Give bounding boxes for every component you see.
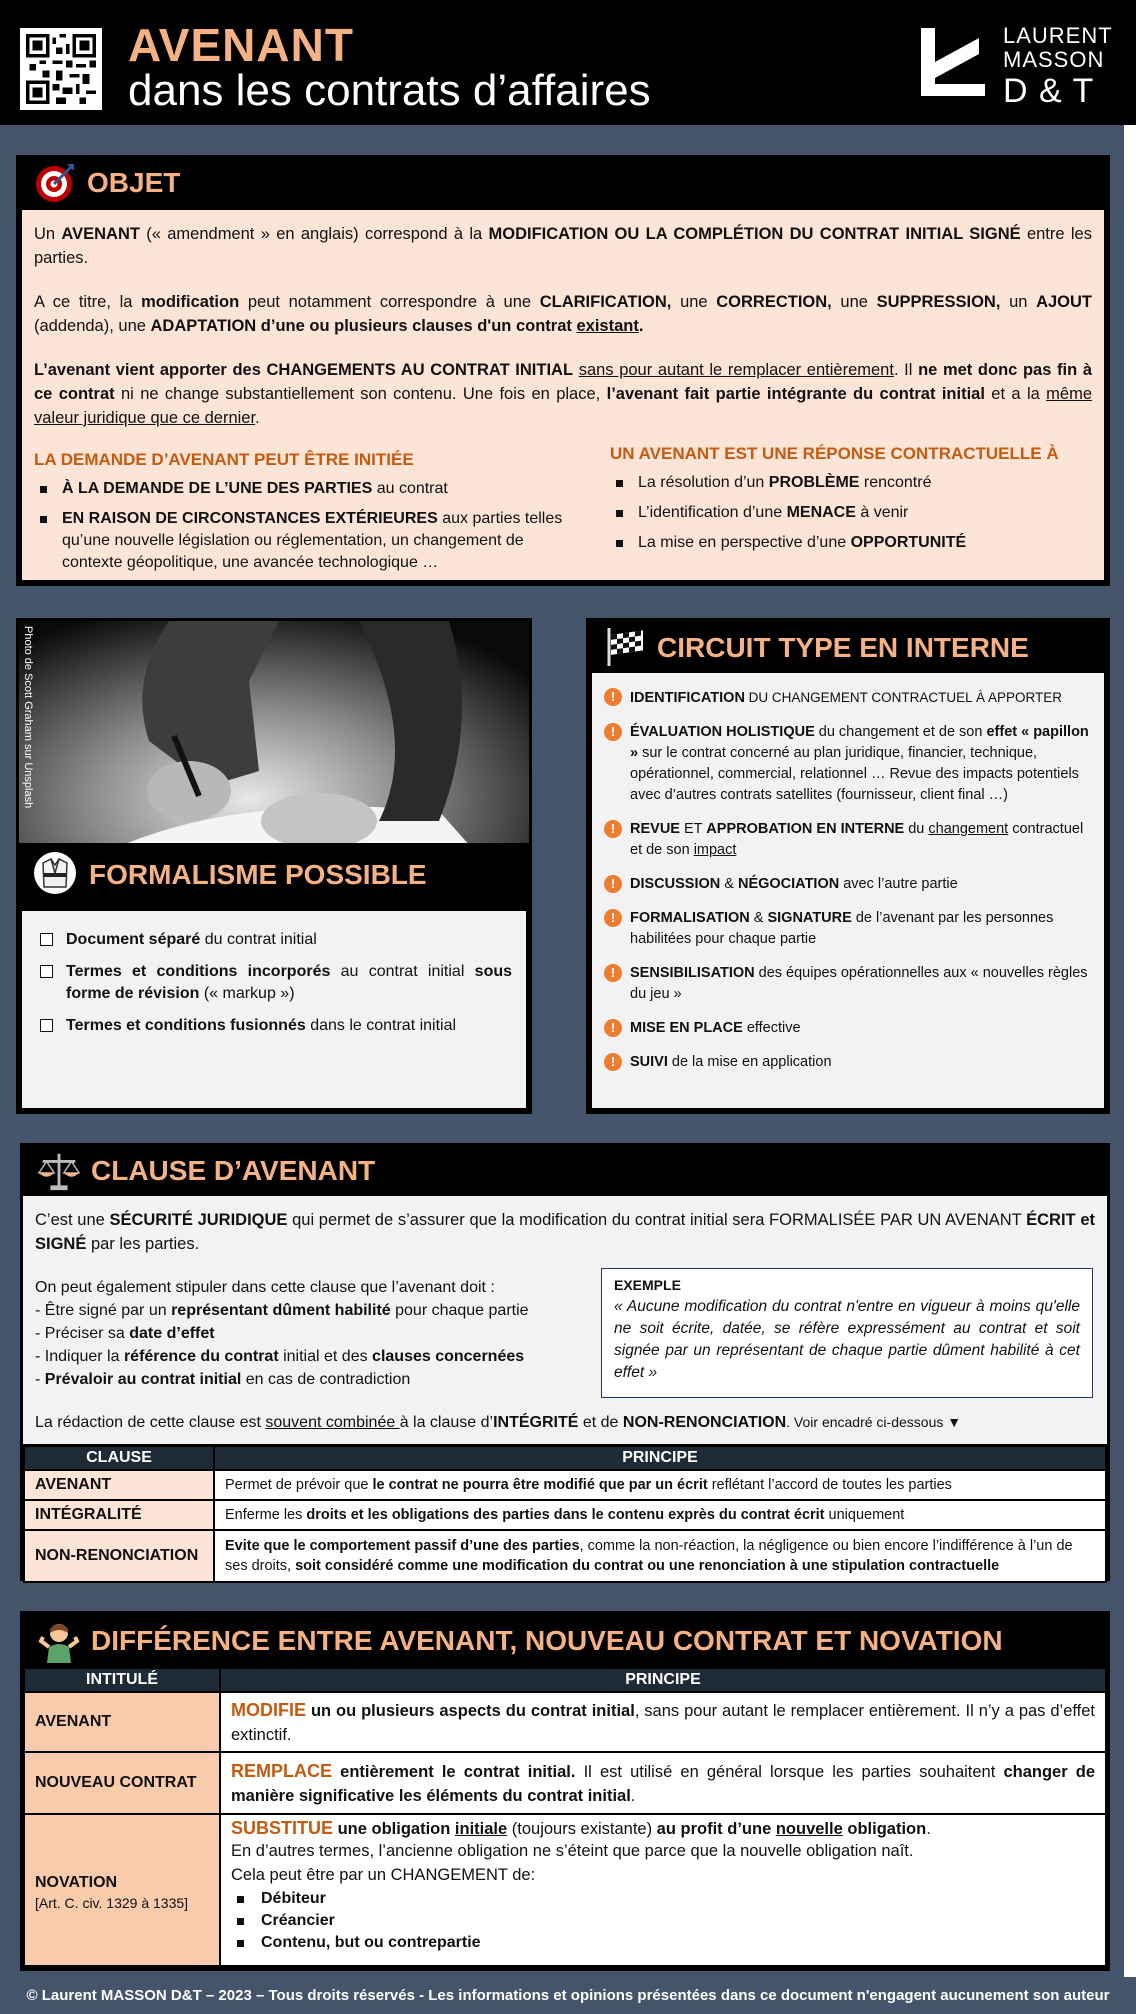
- novation-line-3: Cela peut être par un CHANGEMENT de:: [231, 1866, 536, 1884]
- list-item: Termes et conditions fusionnés dans le contrat initial: [36, 1015, 512, 1037]
- logo-line-1: LAURENT: [1003, 23, 1113, 48]
- warning-icon: !: [604, 1053, 622, 1071]
- circuit-step: ! FORMALISATION & SIGNATURE de l’avenant par les personnes habilitées pour chaque partie: [604, 908, 1092, 950]
- list-item: À LA DEMANDE DE L’UNE DES PARTIES au contrat: [34, 478, 574, 500]
- list-item: La mise en perspective d’une OPPORTUNITÉ: [610, 532, 1090, 554]
- list-item: Document séparé du contrat initial: [36, 929, 512, 951]
- formalisme-title: FORMALISME POSSIBLE: [89, 859, 427, 890]
- qr-code[interactable]: [20, 28, 102, 110]
- list-item: Termes et conditions incorporés au contrat initial sous forme de révision (« markup »): [36, 961, 512, 1005]
- requirements-intro: On peut également stipuler dans cette clause que l’avenant doit :: [35, 1279, 495, 1296]
- circuit-step: ! IDENTIFICATION DU CHANGEMENT CONTRACTUEL À APPORTER: [604, 687, 1092, 709]
- list-item: - Être signé par un représentant dûment habilité pour chaque partie: [35, 1302, 529, 1319]
- clause-title: CLAUSE D’AVENANT: [91, 1155, 376, 1186]
- header: [0, 0, 1136, 125]
- clause-requirements: [35, 1276, 575, 1391]
- circuit-section: [586, 618, 1110, 1114]
- table-row: NOUVEAU CONTRAT REMPLACE entièrement le contrat initial. Il est utilisé en général lorsque les parties souhaitent changer de manière significative les éléments du contrat initial.: [24, 1752, 1106, 1814]
- shrugging-person-icon: [37, 1619, 81, 1663]
- example-title: EXEMPLE: [614, 1277, 681, 1293]
- circuit-header: [589, 621, 1107, 675]
- warning-icon: !: [604, 875, 622, 893]
- photo-credit: Photo de Scott Graham sur Unsplash: [22, 626, 34, 809]
- judo-gi-icon: [33, 851, 77, 900]
- list-item: La résolution d’un PROBLÈME rencontré: [610, 472, 1090, 494]
- novation-reference: [Art. C. civ. 1329 à 1335]: [35, 1895, 189, 1911]
- example-box: [601, 1268, 1093, 1398]
- formalisme-panel: [22, 911, 526, 1108]
- clause-panel: [23, 1196, 1107, 1444]
- table-row: AVENANT MODIFIE un ou plusieurs aspects du contrat initial, sans pour autant le remplacer entièrement. Il n’y a pas d’effet extinctif.: [24, 1692, 1106, 1752]
- difference-header: [23, 1614, 1107, 1668]
- logo-line-3: D & T: [1003, 72, 1095, 110]
- list-item: Débiteur: [231, 1888, 1095, 1910]
- clause-table: [23, 1445, 1107, 1583]
- objet-paragraph-3: L’avenant vient apporter des CHANGEMENTS AU CONTRAT INITIAL sans pour autant le remplacer entièrement. Il ne met donc pas fin à ce contrat ni ne change substantiellement son contenu. Une fois en place, l’avenant fait partie intégrante du contrat initial et a la même valeur juridique que ce dernier.: [34, 361, 1092, 427]
- table-row: AVENANT Permet de prévoir que le contrat ne pourra être modifié que par un écrit reflétant l’accord de toutes les parties: [24, 1470, 1106, 1500]
- circuit-step: ! REVUE ET APPROBATION EN INTERNE du changement contractuel et de son impact: [604, 819, 1092, 861]
- warning-icon: !: [604, 723, 622, 741]
- objet-header: [19, 158, 1107, 208]
- objet-title: OBJET: [87, 167, 181, 198]
- list-item: L’identification d’une MENACE à venir: [610, 502, 1090, 524]
- list-item: EN RAISON DE CIRCONSTANCES EXTÉRIEURES aux parties telles qu’une nouvelle législation ou réglementation, un changement de contexte géopolitique, une avancée technologique …: [34, 508, 574, 574]
- list-item: - Prévaloir au contrat initial en cas de contradiction: [35, 1371, 411, 1388]
- circuit-step: ! SENSIBILISATION des équipes opérationnelles aux « nouvelles règles du jeu »: [604, 963, 1092, 1005]
- logo-line-2: MASSON: [1003, 47, 1105, 72]
- formalisme-header: [19, 843, 529, 907]
- scales-icon: [37, 1149, 81, 1193]
- warning-icon: !: [604, 909, 622, 927]
- column-header: PRINCIPE: [214, 1446, 1106, 1470]
- logo-mark-icon: [917, 26, 989, 98]
- objet-paragraph-2: A ce titre, la modification peut notamment correspondre à une CLARIFICATION, une CORRECTION, une SUPPRESSION, un AJOUT (addenda), une ADAPTATION d’une ou plusieurs clauses d'un contrat existant.: [34, 293, 1093, 335]
- circuit-title: CIRCUIT TYPE EN INTERNE: [657, 632, 1029, 663]
- warning-icon: !: [604, 820, 622, 838]
- target-icon: [33, 161, 77, 205]
- page-subtitle: dans les contrats d’affaires: [128, 66, 651, 115]
- clause-header: [23, 1146, 1107, 1196]
- list-item: Contenu, but ou contrepartie: [231, 1932, 1095, 1954]
- column-header: CLAUSE: [24, 1446, 214, 1470]
- page-title: AVENANT: [128, 19, 354, 71]
- clause-intro: C’est une SÉCURITÉ JURIDIQUE qui permet de s’assurer que la modification du contrat initial sera FORMALISÉE PAR UN AVENANT ÉCRIT et SIGNÉ par les parties.: [35, 1211, 1095, 1253]
- objet-paragraph-1: Un AVENANT (« amendment » en anglais) correspond à la MODIFICATION OU LA COMPLÉTION DU CONTRAT INITIAL SIGNÉ entre les parties.: [34, 225, 1092, 267]
- circuit-step: ! ÉVALUATION HOLISTIQUE du changement et de son effet « papillon » sur le contrat concerné au plan juridique, financier, technique, opérationnel, commercial, relationnel … Revue des impacts potentiels avec d’autres contrats satellites (fournisseur, client final …): [604, 722, 1092, 806]
- example-text: « Aucune modification du contrat n'entre en vigueur à moins qu'elle ne soit écrite, datée, se réfère expressément au contrat et soit signée par un représentant de chaque partie dûment habilité à cet effet »: [614, 1298, 1080, 1381]
- clause-note: La rédaction de cette clause est souvent combinée à la clause d’INTÉGRITÉ et de NON-RENONCIATION. Voir encadré ci-dessous ▼: [35, 1414, 962, 1431]
- novation-label: NOVATION: [35, 1874, 118, 1891]
- response-title: UN AVENANT EST UNE RÉPONSE CONTRACTUELLE À: [610, 444, 1059, 463]
- circuit-step: ! DISCUSSION & NÉGOCIATION avec l’autre partie: [604, 874, 1092, 895]
- warning-icon: !: [604, 688, 622, 706]
- table-row: NOVATION [Art. C. civ. 1329 à 1335] SUBSTITUE une obligation initiale (toujours existante) au profit d’une nouvelle obligation. En d’autres termes, l’ancienne obligation ne s’éteint que parce que la nouvelle obligation naît. Cela peut être par un CHANGEMENT de: Débiteur Créancier Contenu, but ou contrepartie: [24, 1814, 1106, 1966]
- formalisme-section: [16, 618, 532, 1114]
- brand-logo: [915, 24, 1125, 114]
- initiation-column: [34, 450, 574, 582]
- difference-table: [23, 1667, 1107, 1967]
- column-header: PRINCIPE: [220, 1668, 1106, 1692]
- right-edge-strip: [1124, 125, 1136, 1977]
- novation-line-2: En d’autres termes, l’ancienne obligation ne s’éteint que parce que la nouvelle obligation naît.: [231, 1842, 914, 1860]
- initiation-title: LA DEMANDE D’AVENANT PEUT ÊTRE INITIÉE: [34, 450, 414, 469]
- clause-section: [20, 1143, 1110, 1581]
- table-row: NON-RENONCIATION Evite que le comportement passif d’une des parties, comme la non-réaction, la négligence ou bien encore l’indifférence à l’un de ses droits, soit considéré comme une modification du contrat ou une renonciation à une stipulation contractuelle: [24, 1530, 1106, 1582]
- circuit-step: ! SUIVI de la mise en application: [604, 1052, 1092, 1073]
- list-item: - Préciser sa date d’effet: [35, 1325, 215, 1342]
- list-item: Créancier: [231, 1910, 1095, 1932]
- circuit-panel: [592, 673, 1104, 1108]
- column-header: INTITULÉ: [24, 1668, 220, 1692]
- warning-icon: !: [604, 964, 622, 982]
- difference-section: [20, 1611, 1110, 1971]
- objet-section: [16, 155, 1110, 586]
- table-row: INTÉGRALITÉ Enferme les droits et les obligations des parties dans le contenu exprès du contrat écrit uniquement: [24, 1500, 1106, 1530]
- footer: © Laurent MASSON D&T – 2023 – Tous droits réservés - Les informations et opinions présentées dans ce document n'engagent aucunement son auteur: [26, 1987, 1110, 2004]
- checkered-flag-icon: [603, 624, 647, 673]
- list-item: - Indiquer la référence du contrat initial et des clauses concernées: [35, 1348, 525, 1365]
- difference-title: DIFFÉRENCE ENTRE AVENANT, NOUVEAU CONTRAT ET NOVATION: [91, 1625, 1003, 1656]
- warning-icon: !: [604, 1019, 622, 1037]
- circuit-step: ! MISE EN PLACE effective: [604, 1018, 1092, 1039]
- response-column: [610, 444, 1090, 562]
